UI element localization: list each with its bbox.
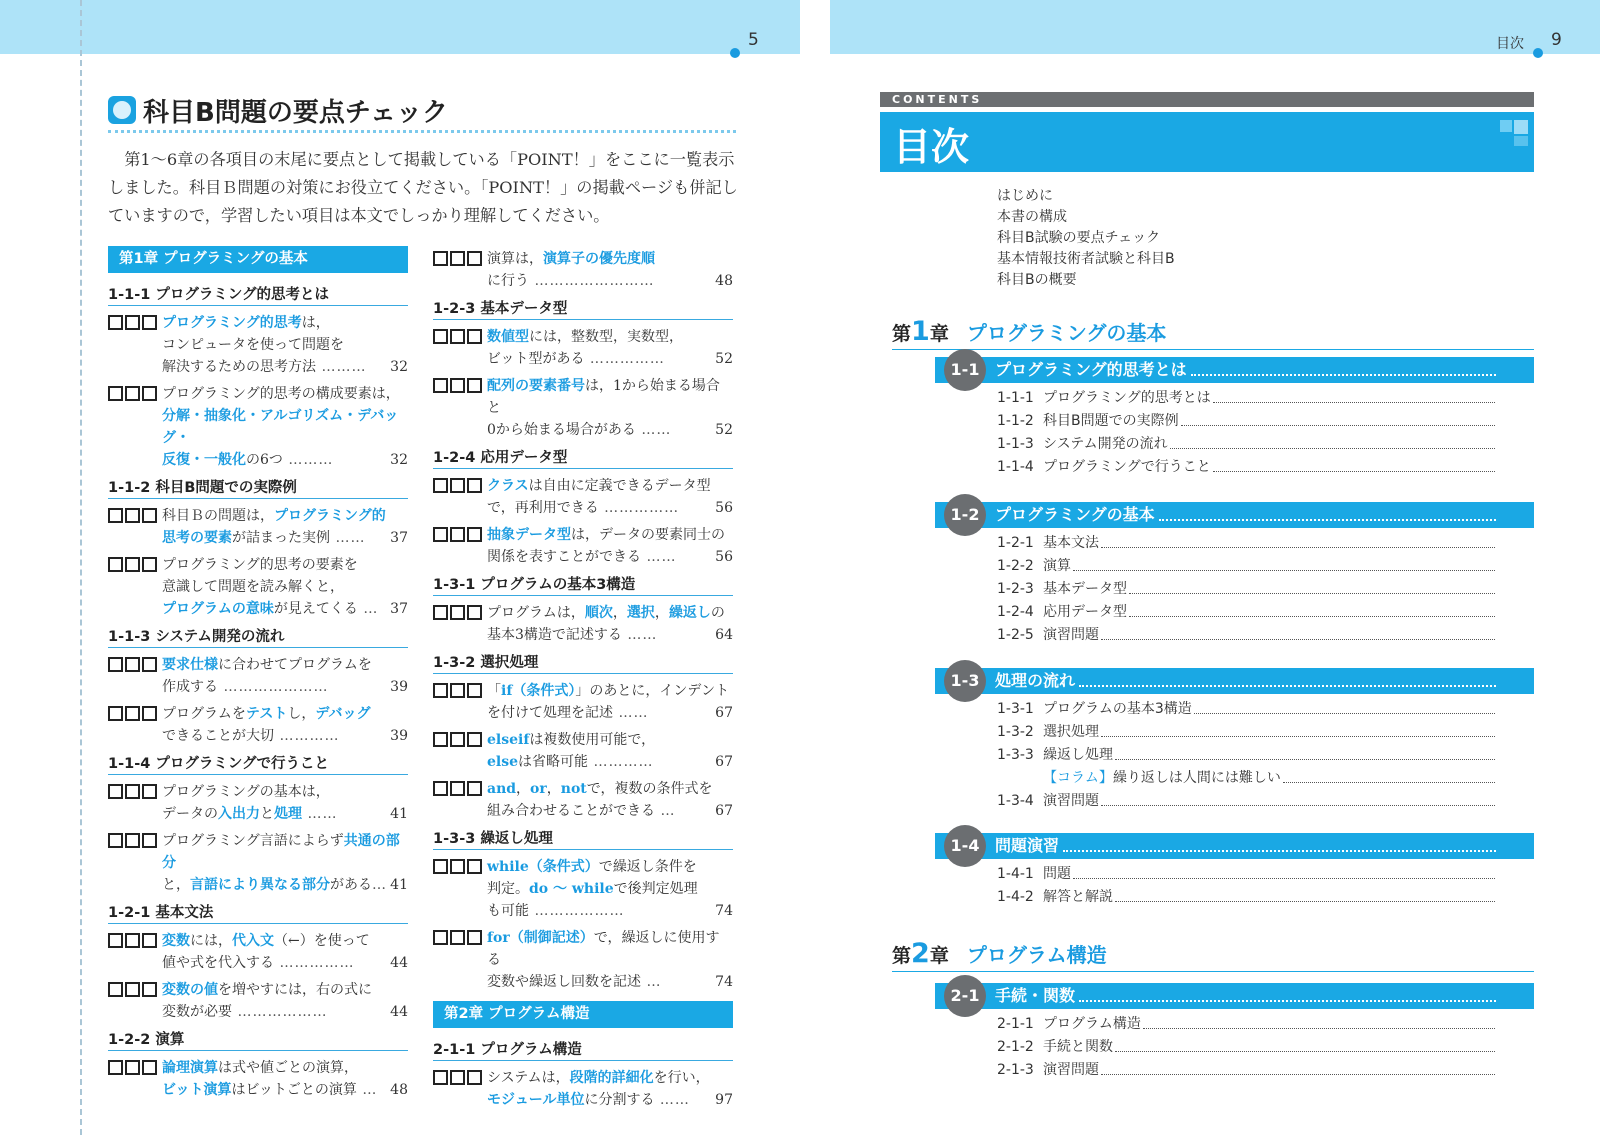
- section-heading: 1-2-1 基本文法: [108, 901, 408, 924]
- leader-dots: [1170, 433, 1495, 449]
- checkbox-group[interactable]: [108, 315, 159, 337]
- toc-subentry[interactable]: [997, 1013, 1497, 1035]
- subsection-title: プログラムの基本3構造: [1043, 701, 1192, 717]
- leader-dots: [1129, 578, 1495, 594]
- check-item: 演算は，演算子の優先度順 に行う …………………… 48: [433, 248, 733, 292]
- leader-dots: [1115, 1036, 1495, 1052]
- leader-dots: [1101, 532, 1495, 548]
- header-band-left: [0, 0, 800, 54]
- checkbox-group[interactable]: [433, 930, 484, 952]
- subsection-number: 1-3-1: [997, 701, 1034, 717]
- toc-subentry[interactable]: [997, 698, 1497, 720]
- section-number-badge: 1-2: [944, 494, 986, 536]
- subsection-title: 繰返し処理: [1043, 747, 1113, 763]
- section-title-text: プログラミングの基本: [995, 505, 1155, 524]
- header-toc-label: 目次: [1496, 36, 1524, 52]
- section-heading: 1-1-2 科目B問題での実際例: [108, 476, 408, 499]
- checklist-column-1: [108, 246, 408, 1106]
- checkbox-group[interactable]: [108, 557, 159, 579]
- checkbox-group[interactable]: [108, 1060, 159, 1082]
- section-heading: 1-2-4 応用データ型: [433, 446, 733, 469]
- checkbox-group[interactable]: [433, 378, 484, 400]
- check-item: プログラミング的思考の要素を 意識して問題を読み解くと， プログラムの意味が見えてくる … 37: [108, 554, 408, 620]
- column-tag: 【コラム】: [1043, 770, 1113, 786]
- subsection-number: 2-1-1: [997, 1016, 1034, 1032]
- subsection-number: 1-1-3: [997, 436, 1034, 452]
- section-heading: 1-2-2 演算: [108, 1028, 408, 1051]
- subsection-title: 科目B問題での実際例: [1043, 413, 1179, 429]
- section-title[interactable]: [995, 357, 1500, 383]
- chapter-1-heading: 第1章 プログラミングの基本: [892, 316, 1534, 350]
- contents-label: CONTENTS: [880, 92, 1534, 107]
- check-item: プログラムは，順次，選択，繰返しの 基本3構造で記述する …… 64: [433, 602, 733, 646]
- check-item: 「if（条件式）」のあとに，インデント を付けて処理を記述 …… 67: [433, 680, 733, 724]
- chapter-2-heading: 第2章 プログラム構造: [892, 938, 1534, 972]
- check-item: プログラミング言語によらず共通の部分 と，言語により異なる部分がある… 41: [108, 830, 408, 896]
- leader-dots: [1191, 357, 1496, 376]
- intro-text: 第1～6章の各項目の末尾に要点として掲載している「POINT！」をここに一覧表示しました。科目Ｂ問題の対策にお役立てください。「POINT！」の掲載ページも併記していますので，学習したい項目は本文でしっかり理解してください。: [108, 150, 738, 225]
- leader-dots: [1079, 983, 1496, 1002]
- subsection-number: 1-2-1: [997, 535, 1034, 551]
- leader-dots: [1073, 863, 1495, 879]
- subsection-title: 解答と解説: [1043, 889, 1113, 905]
- subsection-number: 1-3-3: [997, 747, 1034, 763]
- checkbox-group[interactable]: [433, 605, 484, 627]
- checkbox-group[interactable]: [108, 706, 159, 728]
- page-dot-right: [1533, 48, 1543, 58]
- checkbox-group[interactable]: [108, 657, 159, 679]
- toc-subentry[interactable]: [997, 456, 1497, 478]
- leader-dots: [1115, 886, 1495, 902]
- checkbox-group[interactable]: [433, 527, 484, 549]
- subsection-number: 1-4-1: [997, 866, 1034, 882]
- deco-square: [1514, 136, 1528, 146]
- page-title: 科目B問題の要点チェック: [143, 98, 449, 128]
- toc-subentry[interactable]: [997, 387, 1497, 409]
- toc-entry[interactable]: 基本情報技術者試験と科目B: [997, 251, 1175, 267]
- subsection-title: 演習問題: [1043, 793, 1099, 809]
- page-number-left: 5: [748, 30, 759, 50]
- toc-subentry[interactable]: [997, 1036, 1497, 1058]
- check-item: クラスは自由に定義できるデータ型 で，再利用できる …………… 56: [433, 475, 733, 519]
- section-heading: 1-1-1 プログラミング的思考とは: [108, 283, 408, 306]
- subsection-title: プログラミング的思考とは: [1043, 390, 1211, 406]
- check-item: 論理演算は式や値ごとの演算， ビット演算はビットごとの演算 … 48: [108, 1057, 408, 1101]
- deco-square: [1514, 120, 1528, 134]
- checkbox-group[interactable]: [108, 982, 159, 1004]
- margin-dashed-line: [80, 0, 82, 1135]
- subsection-number: 1-4-2: [997, 889, 1034, 905]
- toc-entry[interactable]: 本書の構成: [997, 209, 1067, 225]
- section-title[interactable]: [995, 668, 1500, 694]
- indent: [997, 767, 1043, 789]
- gutter: [800, 0, 830, 54]
- checkbox-group[interactable]: [108, 386, 159, 408]
- section-number-badge: 1-3: [944, 660, 986, 702]
- checkbox-group[interactable]: [433, 251, 484, 273]
- section-title-text: プログラミング的思考とは: [995, 360, 1187, 379]
- check-item: システムは，段階的詳細化を行い， モジュール単位に分割する …… 97: [433, 1067, 733, 1111]
- section-heading: 1-3-3 繰返し処理: [433, 827, 733, 850]
- subsection-number: 1-2-3: [997, 581, 1034, 597]
- subsection-number: 1-2-2: [997, 558, 1034, 574]
- section-heading: 1-1-4 プログラミングで行うこと: [108, 752, 408, 775]
- page-dot-left: [730, 48, 740, 58]
- subsection-title: 手続と関数: [1043, 1039, 1113, 1055]
- check-item: プログラミング的思考は， コンピュータを使って問題を 解決するための思考方法 ……… 32: [108, 312, 408, 378]
- leader-dots: [1101, 624, 1495, 640]
- check-item: 変数には，代入文（←）を使って 値や式を代入する …………… 44: [108, 930, 408, 974]
- toc-entry[interactable]: はじめに: [997, 188, 1053, 204]
- page-number-right: 9: [1551, 30, 1562, 50]
- section-heading: 1-2-3 基本データ型: [433, 297, 733, 320]
- section-heading: 1-3-1 プログラムの基本3構造: [433, 573, 733, 596]
- check-item: 配列の要素番号は，1から始まる場合と 0から始まる場合がある …… 52: [433, 375, 733, 441]
- subsection-title: システム開発の流れ: [1043, 436, 1168, 452]
- subsection-number: 1-2-5: [997, 627, 1034, 643]
- subsection-title: 選択処理: [1043, 724, 1099, 740]
- toc-subentry[interactable]: [997, 863, 1497, 885]
- check-item: for（制御記述）で，繰返しに使用する 変数や繰返し回数を記述 … 74: [433, 927, 733, 993]
- checkbox-group[interactable]: [433, 683, 484, 705]
- subsection-number: 1-1-2: [997, 413, 1034, 429]
- toc-subentry[interactable]: [997, 744, 1497, 766]
- section-heading: 1-3-2 選択処理: [433, 651, 733, 674]
- checkbox-group[interactable]: [108, 508, 159, 530]
- subsection-number: 2-1-3: [997, 1062, 1034, 1078]
- leader-dots: [1115, 744, 1495, 760]
- title-circle-icon: [108, 96, 136, 124]
- leader-dots: [1143, 1013, 1495, 1029]
- checkbox-group[interactable]: [108, 833, 159, 855]
- deco-square: [1500, 120, 1512, 132]
- subsection-title: 基本文法: [1043, 535, 1099, 551]
- toc-subentry[interactable]: [997, 532, 1497, 554]
- leader-dots: [1101, 790, 1495, 806]
- title-divider: [108, 130, 736, 133]
- checkbox-group[interactable]: [433, 859, 484, 881]
- leader-dots: [1181, 410, 1495, 426]
- section-number-badge: 1-1: [944, 349, 986, 391]
- subsection-title: 演算: [1043, 558, 1071, 574]
- section-title[interactable]: [995, 983, 1500, 1009]
- section-title[interactable]: [995, 502, 1500, 528]
- check-item: 数値型には，整数型，実数型， ビット型がある …………… 52: [433, 326, 733, 370]
- leader-dots: [1079, 668, 1496, 687]
- toc-subentry[interactable]: [997, 624, 1497, 646]
- checkbox-group[interactable]: [433, 1070, 484, 1092]
- leader-dots: [1213, 456, 1495, 472]
- checkbox-group[interactable]: [108, 933, 159, 955]
- check-item: 科目Ｂの問題は，プログラミング的 思考の要素が詰まった実例 …… 37: [108, 505, 408, 549]
- subsection-title: 演習問題: [1043, 1062, 1099, 1078]
- subsection-number: 1-3-2: [997, 724, 1034, 740]
- checkbox-group[interactable]: [108, 784, 159, 806]
- checklist-column-2: [433, 246, 733, 1116]
- subsection-number: 1-3-4: [997, 793, 1034, 809]
- section-title-text: 問題演習: [995, 836, 1060, 855]
- leader-dots: [1129, 601, 1495, 617]
- subsection-title: 演習問題: [1043, 627, 1099, 643]
- toc-subentry[interactable]: [997, 601, 1497, 623]
- section-heading: 1-1-3 システム開発の流れ: [108, 625, 408, 648]
- section-number-badge: 2-1: [944, 975, 986, 1017]
- toc-subentry[interactable]: [997, 721, 1497, 743]
- toc-subentry[interactable]: [997, 886, 1497, 908]
- check-item: 変数の値を増やすには，右の式に 変数が必要 ……………… 44: [108, 979, 408, 1023]
- toc-subentry[interactable]: [997, 410, 1497, 432]
- checkbox-group[interactable]: [433, 732, 484, 754]
- column-title: 繰り返しは人間には難しい: [1112, 770, 1281, 786]
- check-item: プログラミングの基本は， データの入出力と処理 …… 41: [108, 781, 408, 825]
- toc-subentry[interactable]: [997, 555, 1497, 577]
- toc-column-entry[interactable]: [997, 767, 1497, 789]
- leader-dots: [1073, 555, 1495, 571]
- subsection-number: 1-2-4: [997, 604, 1034, 620]
- section-title-text: 処理の流れ: [995, 671, 1076, 690]
- check-item: elseifは複数使用可能で， elseは省略可能 ………… 67: [433, 729, 733, 773]
- subsection-number: 2-1-2: [997, 1039, 1034, 1055]
- subsection-number: 1-1-1: [997, 390, 1034, 406]
- section-heading: 2-1-1 プログラム構造: [433, 1038, 733, 1061]
- check-item: and，or，notで，複数の条件式を 組み合わせることができる … 67: [433, 778, 733, 822]
- subsection-title: 応用データ型: [1043, 604, 1127, 620]
- leader-dots: [1101, 1059, 1495, 1075]
- check-item: プログラムをテストし，デバッグ できることが大切 ………… 39: [108, 703, 408, 747]
- leader-dots: [1283, 767, 1495, 783]
- header-band-right: [830, 0, 1600, 54]
- checkbox-group[interactable]: [433, 478, 484, 500]
- subsection-title: 基本データ型: [1043, 581, 1127, 597]
- check-item: プログラミング的思考の構成要素は， 分解・抽象化・アルゴリズム・デバッグ・ 反復・一般化の6つ ……… 32: [108, 383, 408, 471]
- check-item: 要求仕様に合わせてプログラムを 作成する ………………… 39: [108, 654, 408, 698]
- toc-title: 目次: [893, 125, 970, 169]
- toc-entry[interactable]: 科目B試験の要点チェック: [997, 230, 1161, 246]
- section-number-badge: 1-4: [944, 825, 986, 867]
- subsection-title: プログラム構造: [1043, 1016, 1141, 1032]
- checkbox-group[interactable]: [433, 329, 484, 351]
- chapter-1-bar: 第1章 プログラミングの基本: [108, 246, 408, 273]
- subsection-title: プログラミングで行うこと: [1043, 459, 1211, 475]
- section-title-text: 手続・関数: [995, 986, 1076, 1005]
- toc-entry[interactable]: 科目Bの概要: [997, 272, 1077, 288]
- toc-subentry[interactable]: [997, 578, 1497, 600]
- toc-subentry[interactable]: [997, 433, 1497, 455]
- leader-dots: [1063, 833, 1496, 852]
- leader-dots: [1194, 698, 1495, 714]
- toc-subentry[interactable]: [997, 790, 1497, 812]
- check-item: 抽象データ型は，データの要素同士の 関係を表すことができる …… 56: [433, 524, 733, 568]
- subsection-title: 問題: [1043, 866, 1071, 882]
- chapter-2-bar: 第2章 プログラム構造: [433, 1001, 733, 1028]
- toc-subentry[interactable]: [997, 1059, 1497, 1081]
- leader-dots: [1101, 721, 1495, 737]
- subsection-number: 1-1-4: [997, 459, 1034, 475]
- toc-title-bar: [880, 112, 1534, 172]
- section-title[interactable]: [995, 833, 1500, 859]
- leader-dots: [1213, 387, 1495, 403]
- checkbox-group[interactable]: [433, 781, 484, 803]
- leader-dots: [1159, 502, 1496, 521]
- check-item: while（条件式）で繰返し条件を 判定。do ～ whileで後判定処理 も可能 ……………… 74: [433, 856, 733, 922]
